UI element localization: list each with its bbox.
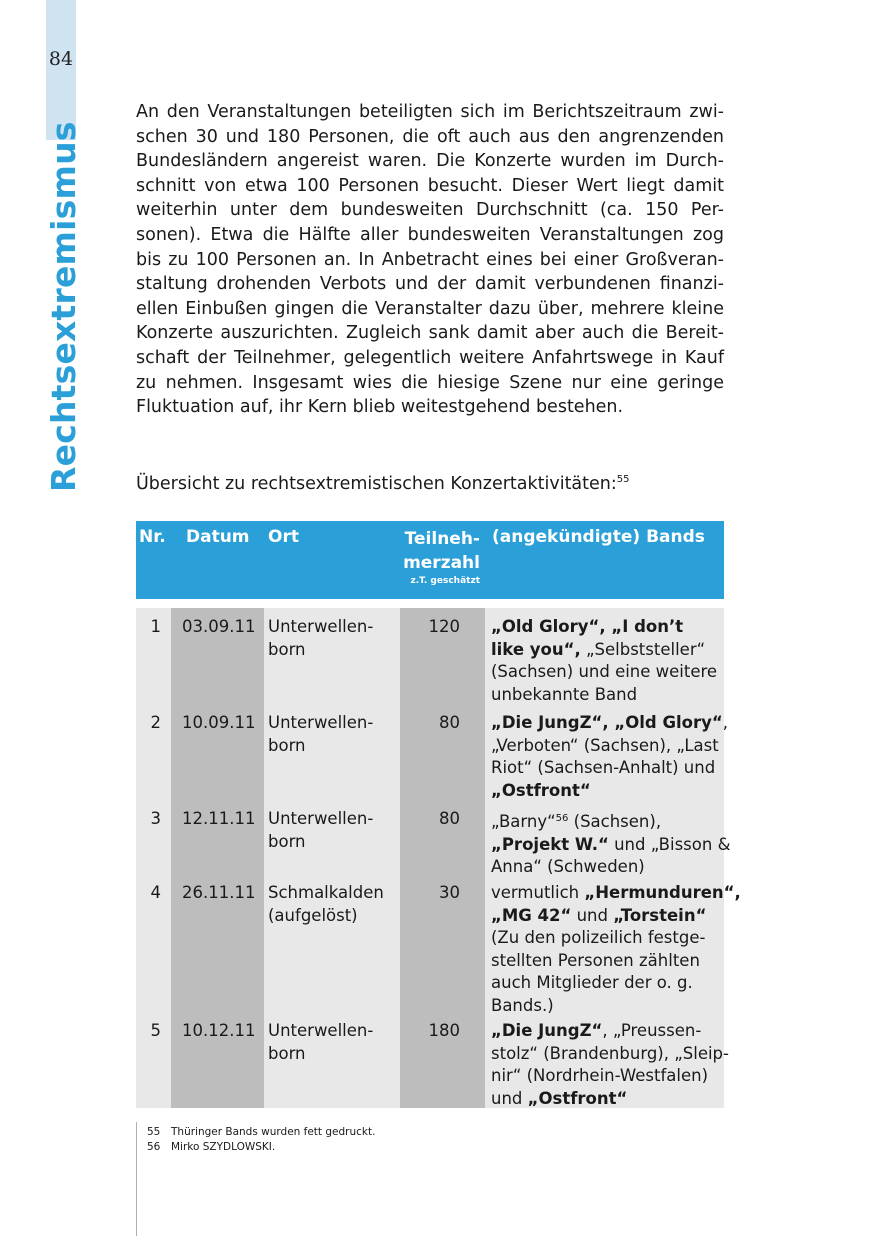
footnote [147, 1125, 375, 1140]
band-text: Anna“ (Schweden) [491, 857, 645, 876]
cell-datum: 10.12.11 [182, 1021, 256, 1040]
cell-datum: 10.09.11 [182, 713, 256, 732]
cell-ort [268, 712, 398, 757]
section-title-vertical: Rechtsextremismus [44, 121, 83, 492]
cell-nr: 3 [150, 809, 161, 828]
table-caption-text: Übersicht zu rechtsextremistischen Konzertaktivitäten: [136, 474, 617, 494]
cell-nr: 2 [150, 713, 161, 732]
cell-bands [491, 882, 741, 1017]
header-ort: Ort [268, 527, 299, 547]
band-text: vermutlich [491, 883, 585, 902]
header-nr: Nr. [139, 527, 166, 547]
ort-line: Unterwellen- [268, 809, 374, 828]
band-bold: „Ostfront“ [527, 1088, 628, 1108]
ort-line: Unterwellen- [268, 617, 374, 636]
band-bold: „Die JungZ“, „Old Glory“ [491, 713, 723, 732]
header-teil-note: z.T. geschätzt [410, 576, 480, 586]
table-header [136, 521, 724, 599]
band-text: , „Preussen- [602, 1021, 702, 1040]
footnote [147, 1140, 375, 1155]
header-teil-line1: Teilneh- [404, 529, 480, 549]
page-number: 84 [48, 48, 74, 70]
paragraph-line: Fluktuation auf, ihr Kern blieb weitestgehend bestehen. [136, 397, 624, 418]
header-teilnehmerzahl [403, 527, 480, 587]
header-bands: (angekündigte) Bands [492, 527, 705, 547]
band-text: (Zu den polizeilich festge- [491, 928, 706, 947]
ort-line: Unterwellen- [268, 713, 374, 732]
cell-nr: 4 [150, 883, 161, 902]
band-bold: „Die JungZ“ [491, 1021, 603, 1040]
ort-line: born [268, 1043, 306, 1063]
band-text: auch Mitglieder der o. g. [491, 973, 693, 992]
footnote-text: Mirko SZYDLOWSKI. [171, 1141, 276, 1153]
band-text: und [491, 1088, 528, 1108]
cell-datum: 12.11.11 [182, 809, 256, 828]
cell-bands [491, 712, 728, 802]
paragraph-line: Konzerte auszurichten. Zugleich sank damit aber auch die Bereit- [136, 323, 724, 344]
ort-line: Unterwellen- [268, 1021, 374, 1040]
paragraph-line: schnitt von etwa 100 Personen besucht. Dieser Wert liegt damit [136, 175, 724, 196]
band-text: stolz“ (Brandenburg), „Sleip- [491, 1043, 729, 1063]
band-text: und „Bisson & [608, 834, 731, 854]
footnote-number: 56 [147, 1141, 161, 1153]
cell-nr: 5 [150, 1021, 161, 1040]
band-bold: „Projekt W.“ [491, 834, 609, 854]
band-text: und [571, 905, 614, 925]
cell-ort [268, 882, 398, 927]
cell-nr: 1 [150, 617, 161, 636]
footnotes [147, 1125, 375, 1155]
band-text: (Sachsen), [568, 812, 662, 831]
band-text: „Selbststeller“ [580, 639, 706, 659]
table-caption [136, 474, 630, 494]
paragraph-line: schaft der Teilnehmer, gelegentlich weitere Anfahrtswege in Kauf [136, 347, 724, 368]
paragraph-line: Bundesländern angereist waren. Die Konzerte wurden im Durch- [136, 151, 724, 172]
table-body [136, 608, 741, 1108]
cell-teilnehmer: 180 [428, 1021, 460, 1040]
cell-teilnehmer: 120 [428, 617, 460, 636]
paragraph-line: bis zu 100 Personen an. In Anbetracht eines bei einer Großveran- [136, 249, 724, 270]
band-bold: „MG 42“ [491, 905, 572, 925]
cell-teilnehmer: 80 [439, 809, 460, 828]
band-text: (Sachsen) und eine weitere [491, 662, 718, 681]
cell-ort [268, 808, 398, 853]
cell-teilnehmer: 80 [439, 713, 460, 732]
header-teil-line2: merzahl [403, 553, 480, 573]
band-bold: „Hermunduren“, [584, 883, 741, 902]
band-bold: like you“, [491, 639, 581, 659]
footnote-text: Thüringer Bands wurden fett gedruckt. [171, 1126, 376, 1138]
cell-ort [268, 1020, 398, 1065]
footnote-rule [136, 1122, 137, 1236]
band-text: „Verboten“ (Sachsen), „Last [491, 735, 719, 755]
band-text: Bands.) [491, 995, 554, 1015]
band-text: stellten Personen zählten [491, 950, 700, 970]
footnote-ref: 55 [616, 474, 630, 485]
band-text: Riot“ (Sachsen-Anhalt) und [491, 758, 716, 777]
paragraph-line: schen 30 und 180 Personen, die oft auch aus den angrenzenden [136, 126, 724, 147]
cell-ort [268, 616, 398, 661]
band-text: „Barny“ [491, 812, 556, 831]
cell-bands [491, 808, 731, 879]
header-datum: Datum [186, 527, 250, 547]
ort-line: Schmalkalden [268, 883, 384, 902]
band-text: unbekannte Band [491, 684, 638, 704]
band-bold: „Old Glory“, „I don’t [491, 617, 684, 636]
band-text: nir“ (Nordrhein-Westfalen) [491, 1066, 709, 1085]
band-bold: „Ostfront“ [491, 780, 591, 800]
paragraph-line: staltung drohenden Verbots und der damit verbundenen finanzi- [136, 274, 724, 295]
band-text: , [722, 713, 728, 732]
paragraph-line: ellen Einbußen gingen die Veranstalter dazu über, mehrere kleine [136, 298, 724, 319]
footnote-number: 55 [147, 1126, 161, 1138]
cell-bands [491, 1020, 729, 1110]
ort-line: born [268, 831, 306, 851]
body-paragraph [136, 100, 724, 420]
cell-datum: 26.11.11 [182, 883, 256, 902]
margin-color-bar [46, 0, 76, 140]
ort-line: born [268, 735, 306, 755]
paragraph-line: weiterhin unter dem bundesweiten Durchschnitt (ca. 150 Per- [136, 200, 724, 221]
cell-teilnehmer: 30 [439, 883, 460, 902]
cell-datum: 03.09.11 [182, 617, 256, 636]
paragraph-line: An den Veranstaltungen beteiligten sich im Berichtszeitraum zwi- [136, 102, 724, 122]
ort-line: (aufgelöst) [268, 905, 358, 925]
paragraph-line: zu nehmen. Insgesamt wies die hiesige Szene nur eine geringe [136, 372, 724, 393]
footnote-ref: 56 [555, 813, 569, 824]
cell-bands [491, 616, 722, 706]
paragraph-line: sonen). Etwa die Hälfte aller bundesweiten Veranstaltungen zog [136, 224, 724, 245]
band-bold: „Torstein“ [613, 905, 707, 925]
ort-line: born [268, 639, 306, 659]
